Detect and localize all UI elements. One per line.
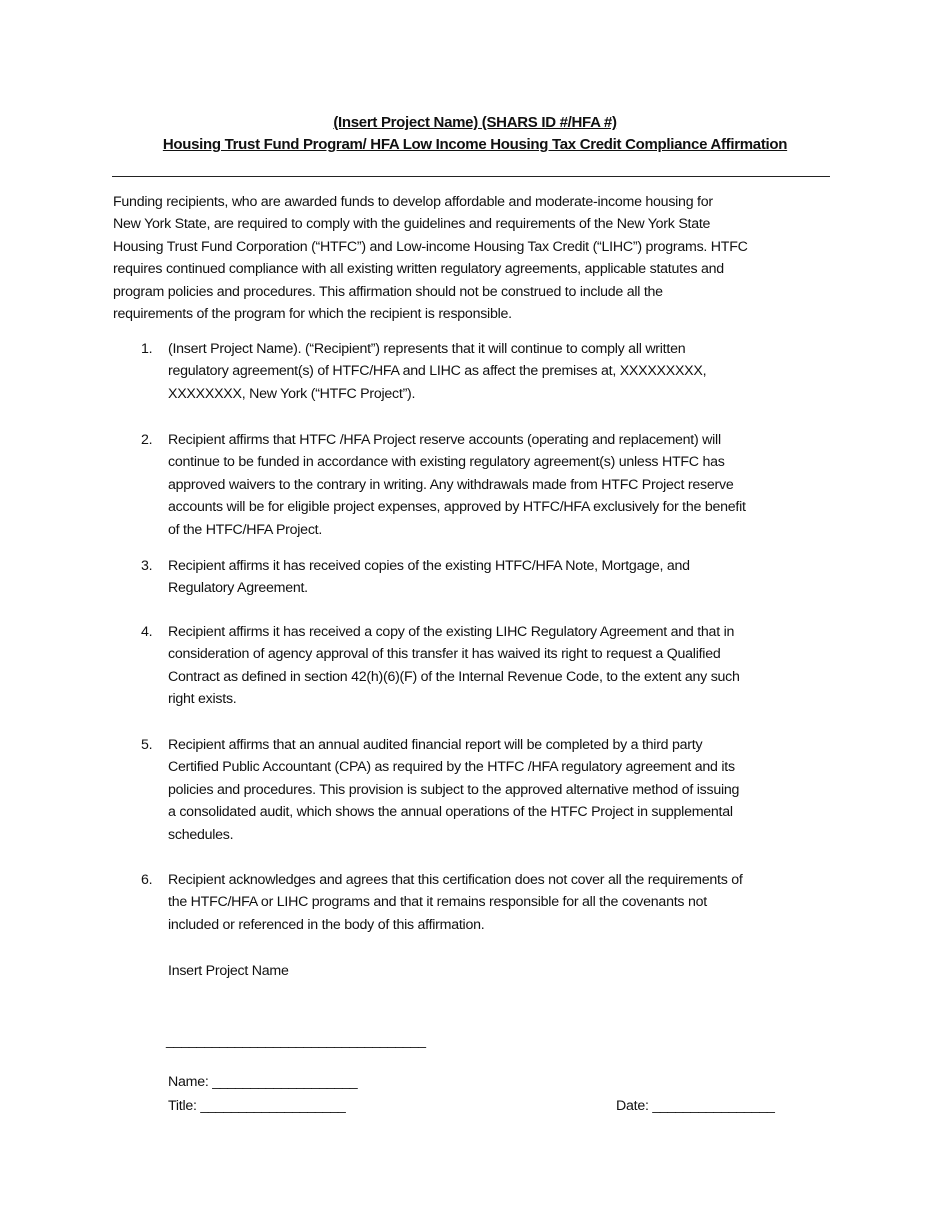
list-item-number: 5. bbox=[141, 737, 153, 753]
list-item-line: Certified Public Accountant (CPA) as required by the HTFC /HFA regulatory agreement and its bbox=[168, 759, 735, 776]
list-item-line: XXXXXXXX, New York (“HTFC Project”). bbox=[168, 385, 416, 402]
list-item-line: of the HTFC/HFA Project. bbox=[168, 521, 323, 538]
list-item-number: 4. bbox=[141, 624, 153, 640]
intro-line: requirements of the program for which the recipient is responsible. bbox=[113, 306, 512, 322]
list-item-line: included or referenced in the body of this affirmation. bbox=[168, 916, 485, 933]
intro-line: New York State, are required to comply with the guidelines and requirements of the New York State bbox=[113, 216, 711, 233]
intro-line: requires continued compliance with all existing written regulatory agreements, applicable statutes and bbox=[113, 261, 724, 278]
list-item-line: a consolidated audit, which shows the annual operations of the HTFC Project in supplemental bbox=[168, 804, 733, 821]
project-name-label: Insert Project Name bbox=[168, 963, 289, 979]
list-item-line: right exists. bbox=[168, 691, 237, 708]
list-item-line: continue to be funded in accordance with existing regulatory agreement(s) unless HTFC has bbox=[168, 454, 725, 471]
list-item-line: Recipient acknowledges and agrees that this certification does not cover all the requirements of bbox=[168, 872, 743, 888]
list-item-line: Recipient affirms it has received a copy of the existing LIHC Regulatory Agreement and that in bbox=[168, 624, 735, 640]
date-field[interactable]: Date: ________________ bbox=[616, 1098, 775, 1114]
list-item-number: 2. bbox=[141, 432, 153, 448]
list-item-line: regulatory agreement(s) of HTFC/HFA and LIHC as affect the premises at, XXXXXXXXX, bbox=[168, 363, 707, 380]
list-item-number: 3. bbox=[141, 558, 153, 574]
list-item-line: Recipient affirms it has received copies of the existing HTFC/HFA Note, Mortgage, and bbox=[168, 558, 690, 574]
signature-line[interactable]: __________________________________ bbox=[166, 1033, 426, 1049]
list-item-line: the HTFC/HFA or LIHC programs and that it remains responsible for all the covenants not bbox=[168, 894, 707, 911]
header-divider bbox=[112, 176, 830, 177]
list-item-line: Recipient affirms that an annual audited financial report will be completed by a third party bbox=[168, 737, 703, 753]
list-item-line: consideration of agency approval of this transfer it has waived its right to request a Qualified bbox=[168, 646, 721, 663]
name-field[interactable]: Name: ___________________ bbox=[168, 1074, 358, 1090]
list-item-line: schedules. bbox=[168, 826, 234, 843]
intro-line: program policies and procedures. This affirmation should not be construed to include all the bbox=[113, 283, 663, 300]
list-item-number: 6. bbox=[141, 872, 153, 888]
intro-line: Funding recipients, who are awarded funds to develop affordable and moderate-income housing for bbox=[113, 194, 713, 210]
list-item-line: approved waivers to the contrary in writing. Any withdrawals made from HTFC Project reserve bbox=[168, 476, 734, 493]
list-item-line: accounts will be for eligible project expenses, approved by HTFC/HFA exclusively for the benefit bbox=[168, 499, 746, 516]
intro-line: Housing Trust Fund Corporation (“HTFC”) and Low-income Housing Tax Credit (“LIHC”) programs. HTFC bbox=[113, 238, 748, 255]
list-item-line: Contract as defined in section 42(h)(6)(F) of the Internal Revenue Code, to the extent any such bbox=[168, 668, 740, 685]
list-item-line: Recipient affirms that HTFC /HFA Project reserve accounts (operating and replacement) will bbox=[168, 432, 721, 448]
list-item-line: (Insert Project Name). (“Recipient”) represents that it will continue to comply all written bbox=[168, 341, 686, 357]
document-title-line2: Housing Trust Fund Program/ HFA Low Income Housing Tax Credit Compliance Affirmation bbox=[162, 136, 788, 153]
list-item-line: policies and procedures. This provision is subject to the approved alternative method of issuing bbox=[168, 781, 740, 798]
document-title-line1: (Insert Project Name) (SHARS ID #/HFA #) bbox=[333, 114, 617, 131]
title-field[interactable]: Title: ___________________ bbox=[168, 1098, 346, 1114]
list-item-line: Regulatory Agreement. bbox=[168, 580, 308, 597]
list-item-number: 1. bbox=[141, 341, 153, 357]
